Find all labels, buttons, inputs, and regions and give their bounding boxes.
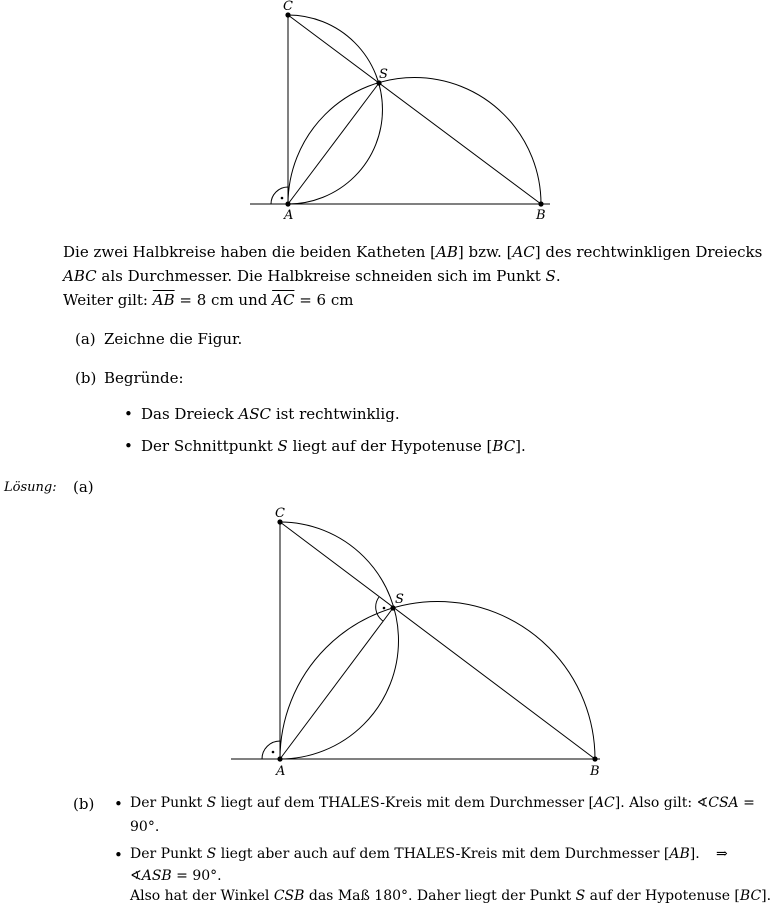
solution-label: Lösung: bbox=[4, 480, 57, 495]
label-s: S bbox=[395, 592, 404, 607]
hypotenuse-bc bbox=[288, 15, 541, 204]
problem-line-3: Weiter gilt: $\overline{AB} = 8$ cm und $\overline{AC} = 6$ cm bbox=[63, 291, 354, 309]
right-angle-dot bbox=[272, 751, 275, 754]
figure-top bbox=[0, 0, 733, 225]
solution-conclusion: Also hat der Winkel CSB das Maß 180°. Daher liegt der Punkt S auf der Hypotenuse [BC]. bbox=[130, 888, 771, 904]
label-c: C bbox=[283, 0, 293, 14]
task-a-label: (a) bbox=[75, 330, 96, 348]
right-angle-arc bbox=[271, 187, 288, 204]
right-angle-dot-s bbox=[383, 607, 386, 610]
semicircle-ac bbox=[288, 15, 382, 204]
label-b: B bbox=[590, 764, 600, 779]
bullet-icon: • bbox=[114, 795, 123, 813]
label-a: A bbox=[276, 764, 286, 779]
task-b-bullet-1: Das Dreieck ASC ist rechtwinklig. bbox=[141, 405, 400, 423]
solution-a-label: (a) bbox=[73, 478, 94, 496]
bullet-icon: • bbox=[124, 405, 133, 423]
solution-bullet-2-line-2: ∢ASB = 90°. bbox=[130, 868, 222, 884]
implies-arrow: ⇒ bbox=[716, 846, 728, 862]
segment-as bbox=[288, 83, 379, 204]
segment-as bbox=[280, 608, 393, 759]
bullet-icon: • bbox=[124, 437, 133, 455]
solution-bullet-1-line-2: 90°. bbox=[130, 819, 160, 835]
point-a bbox=[277, 756, 282, 761]
right-angle-dot bbox=[281, 197, 284, 200]
semicircle-ab bbox=[288, 78, 541, 205]
label-c: C bbox=[275, 506, 285, 521]
bullet-icon: • bbox=[114, 846, 123, 864]
solution-bullet-2-line-1: Der Punkt S liegt aber auch auf dem THALES-Kreis mit dem Durchmesser [AB]. bbox=[130, 846, 700, 862]
hypotenuse-bc bbox=[280, 522, 595, 759]
task-b-bullet-2: Der Schnittpunkt S liegt auf der Hypotenuse [BC]. bbox=[141, 437, 526, 455]
label-s: S bbox=[379, 67, 388, 82]
semicircle-ab bbox=[280, 602, 595, 760]
semicircle-ac bbox=[280, 522, 398, 759]
label-a: A bbox=[284, 208, 294, 223]
point-a bbox=[285, 201, 290, 206]
task-b-label: (b) bbox=[75, 369, 97, 387]
right-angle-arc bbox=[262, 741, 280, 759]
task-b-text: Begründe: bbox=[104, 369, 184, 387]
solution-b-label: (b) bbox=[73, 795, 95, 813]
solution-bullet-1-line-1: Der Punkt S liegt auf dem THALES-Kreis mit dem Durchmesser [AC]. Also gilt: ∢CSA = bbox=[130, 795, 755, 811]
task-a-text: Zeichne die Figur. bbox=[104, 330, 243, 348]
label-b: B bbox=[536, 208, 546, 223]
right-angle-arc-s bbox=[376, 597, 383, 621]
figure-solution bbox=[0, 500, 733, 785]
problem-line-1: Die zwei Halbkreise haben die beiden Katheten [AB] bzw. [AC] des rechtwinkligen Dreiecks bbox=[63, 243, 763, 261]
point-b bbox=[538, 201, 543, 206]
problem-line-2: ABC als Durchmesser. Die Halbkreise schneiden sich im Punkt S. bbox=[63, 267, 561, 285]
point-b bbox=[592, 756, 597, 761]
